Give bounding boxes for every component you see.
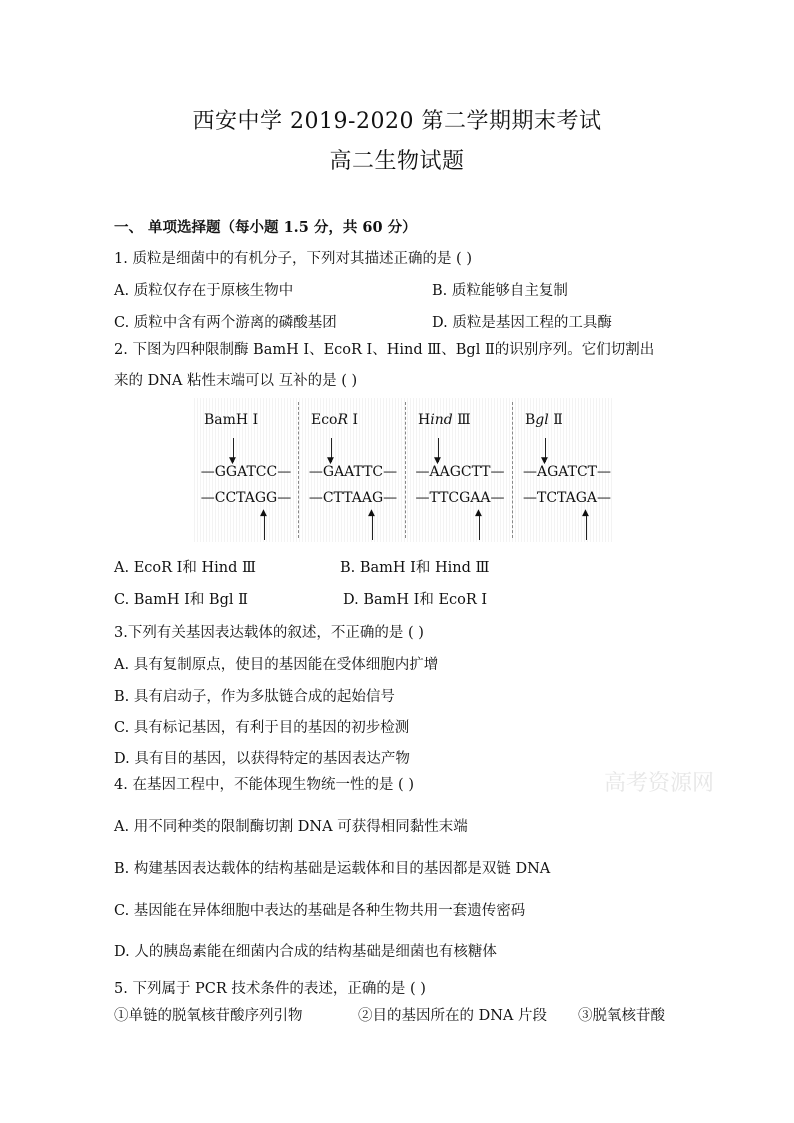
q5-stem: 5. 下列属于 PCR 技术条件的表述，正确的是 ( ): [114, 981, 426, 997]
q5-item-2: ②目的基因所在的 DNA 片段: [358, 1008, 548, 1024]
cut-arrow-up: [479, 516, 480, 540]
q2-option-b: B. BamH Ⅰ和 Hind Ⅲ: [340, 560, 490, 576]
q3-option-d: D. 具有目的基因，以获得特定的基因表达产物: [114, 751, 410, 767]
q3-option-b: B. 具有启动子，作为多肽链合成的起始信号: [114, 689, 395, 705]
top-strand: —GAATTC—: [308, 464, 398, 480]
q1-stem: 1. 质粒是细菌中的有机分子，下列对其描述正确的是 ( ): [114, 251, 472, 267]
q2-stem-line1: 2. 下图为四种限制酶 BamH Ⅰ、EcoR Ⅰ、Hind Ⅲ、Bgl Ⅱ的识别序列。它们切割出: [114, 342, 655, 358]
arrowhead-up-icon: ▲: [260, 508, 267, 518]
arrowhead-up-icon: ▲: [475, 508, 482, 518]
top-strand: —GGATCC—: [200, 464, 292, 480]
bottom-strand: —CCTAGG—: [200, 490, 292, 506]
top-strand: —AGATCT—: [522, 464, 612, 480]
arrowhead-up-icon: ▲: [582, 508, 589, 518]
enzyme-name: EcoR Ⅰ: [311, 412, 359, 428]
q1-option-b: B. 质粒能够自主复制: [432, 283, 568, 299]
q4-option-a: A. 用不同种类的限制酶切割 DNA 可获得相同黏性末端: [114, 819, 468, 835]
cut-arrow-up: [372, 516, 373, 540]
section-heading: 一、 单项选择题（每小题 1.5 分，共 60 分）: [114, 219, 417, 236]
enzyme-panel-hindiii: [408, 398, 512, 542]
q3-option-a: A. 具有复制原点，使目的基因能在受体细胞内扩增: [114, 657, 439, 673]
q4-option-d: D. 人的胰岛素能在细菌内合成的结构基础是细菌也有核糖体: [114, 944, 497, 960]
q2-stem-line2: 来的 DNA 粘性末端可以 互补的是 ( ): [114, 373, 358, 389]
q3-option-c: C. 具有标记基因，有利于目的基因的初步检测: [114, 720, 410, 736]
arrowhead-down-icon: ▼: [327, 456, 334, 466]
arrowhead-down-icon: ▼: [541, 456, 548, 466]
restriction-enzyme-figure: [194, 398, 614, 542]
enzyme-panel-bamhi: [194, 398, 298, 542]
figure-divider: [298, 402, 299, 538]
q1-option-c: C. 质粒中含有两个游离的磷酸基团: [114, 315, 337, 331]
q2-option-c: C. BamH Ⅰ和 Bgl Ⅱ: [114, 592, 248, 608]
q2-option-a: A. EcoR Ⅰ和 Hind Ⅲ: [114, 560, 256, 576]
figure-divider: [512, 402, 513, 538]
exam-title: 西安中学 2019-2020 第二学期期末考试: [192, 109, 602, 134]
cut-arrow-up: [264, 516, 265, 540]
bottom-strand: —TCTAGA—: [522, 490, 612, 506]
q1-option-d: D. 质粒是基因工程的工具酶: [432, 315, 612, 331]
watermark: 高考资源网: [604, 771, 715, 796]
q5-item-3: ③脱氧核苷酸: [578, 1008, 665, 1024]
enzyme-name: BamH Ⅰ: [204, 412, 259, 428]
enzyme-name: Hind Ⅲ: [418, 412, 471, 428]
enzyme-panel-bglii: [515, 398, 619, 542]
q4-option-b: B. 构建基因表达载体的结构基础是运载体和目的基因都是双链 DNA: [114, 861, 551, 877]
top-strand: —AAGCTT—: [415, 464, 505, 480]
exam-subtitle: 高二生物试题: [329, 149, 465, 174]
figure-divider: [405, 402, 406, 538]
bottom-strand: —CTTAAG—: [308, 490, 398, 506]
cut-arrow-up: [586, 516, 587, 540]
bottom-strand: —TTCGAA—: [415, 490, 505, 506]
enzyme-panel-ecori: [301, 398, 405, 542]
arrowhead-up-icon: ▲: [368, 508, 375, 518]
q4-stem: 4. 在基因工程中，不能体现生物统一性的是 ( ): [114, 777, 414, 793]
arrowhead-down-icon: ▼: [229, 456, 236, 466]
q4-option-c: C. 基因能在异体细胞中表达的基础是各种生物共用一套遗传密码: [114, 903, 526, 919]
q5-item-1: ①单链的脱氧核苷酸序列引物: [114, 1008, 303, 1024]
q1-option-a: A. 质粒仅存在于原核生物中: [114, 283, 294, 299]
q2-option-d: D. BamH Ⅰ和 EcoR Ⅰ: [343, 592, 488, 608]
q3-stem: 3.下列有关基因表达载体的叙述，不正确的是 ( ): [114, 625, 424, 641]
arrowhead-down-icon: ▼: [434, 456, 441, 466]
enzyme-name: Bgl Ⅱ: [525, 412, 563, 428]
